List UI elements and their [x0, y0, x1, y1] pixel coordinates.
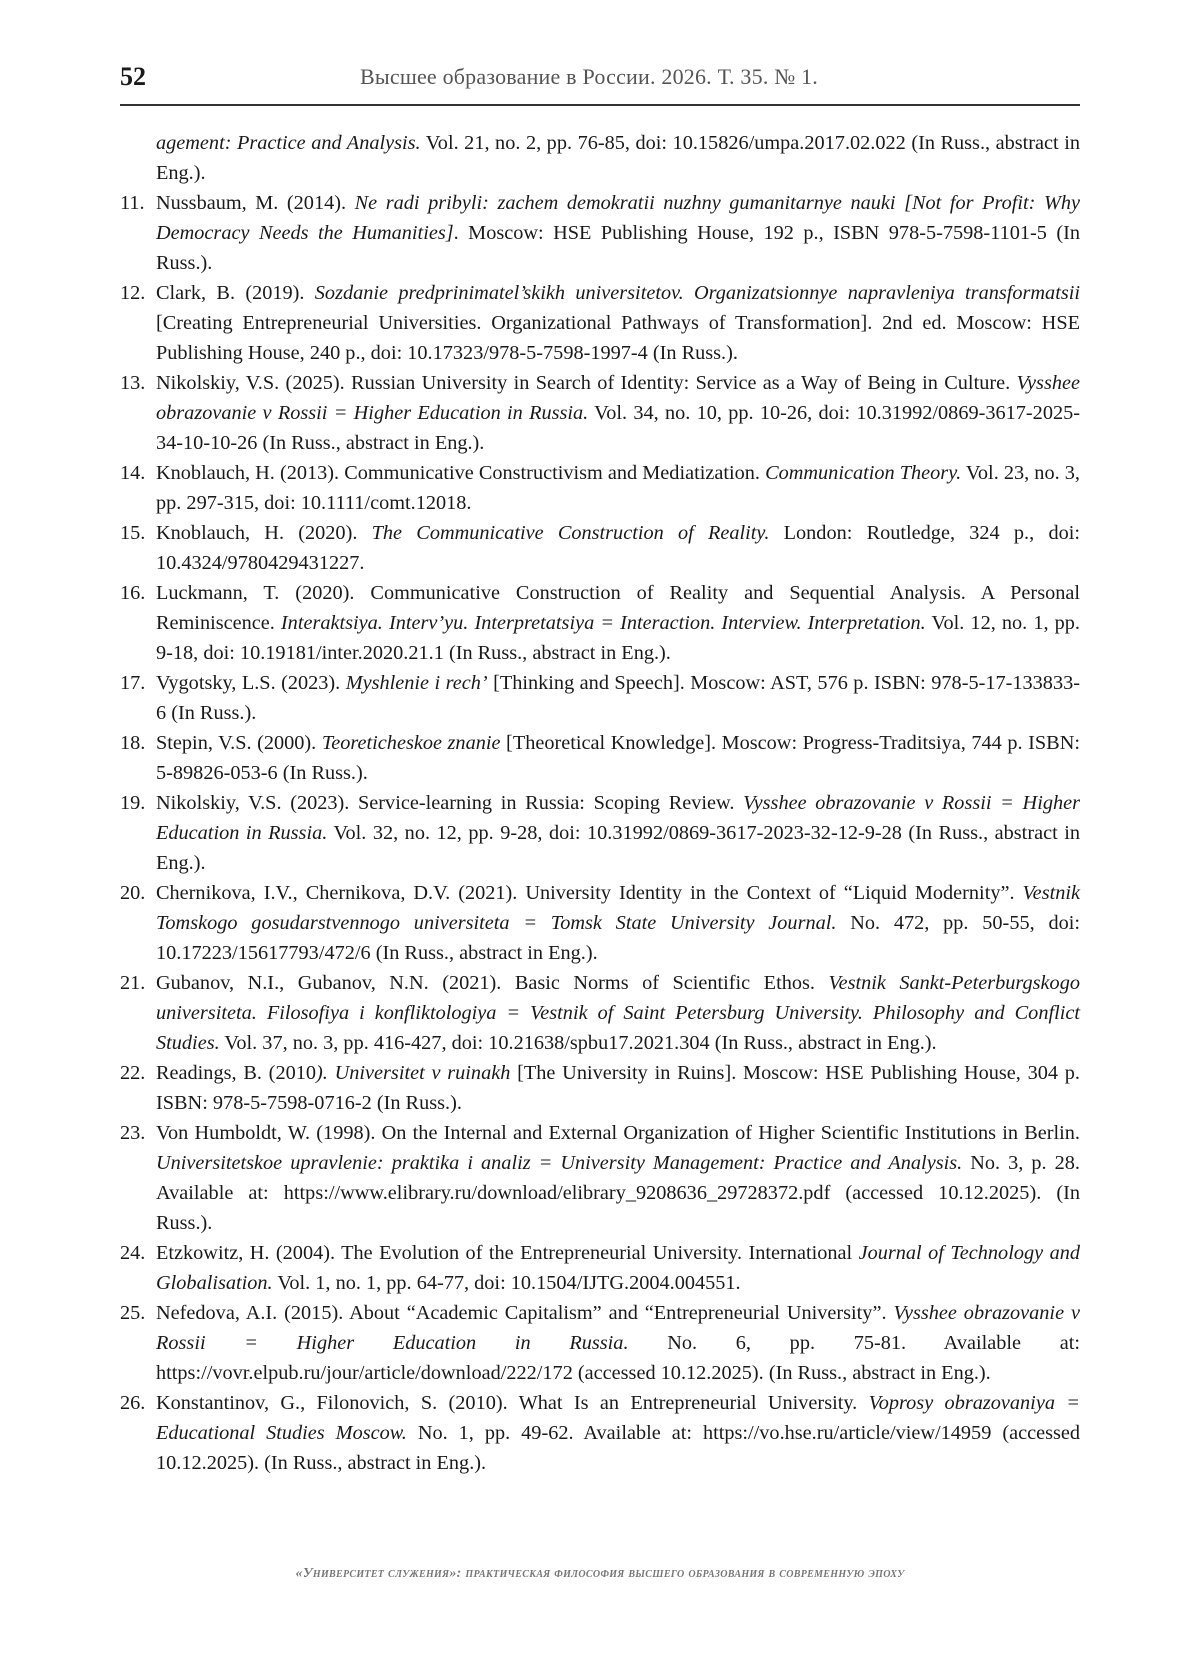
reference-text: Etzkowitz, H. (2004). The Evolution of the Entrepreneurial University. International — [156, 1242, 859, 1264]
reference-source-italic: Vysshee obrazovanie v Rossii = Higher Education in Russia. — [156, 792, 1080, 844]
reference-number: 18. — [120, 732, 146, 754]
reference-text: Gubanov, N.I., Gubanov, N.N. (2021). Basic Norms of Scientific Ethos. — [156, 972, 829, 994]
reference-number: 21. — [120, 972, 146, 994]
reference-source-italic: Myshlenie i rech’ — [345, 672, 488, 694]
reference-number: 13. — [120, 372, 146, 394]
reference-source-italic: Interaktsiya. Interv’yu. Interpretatsiya = Interaction. Interview. Interpretation. — [280, 612, 926, 634]
reference-text: Vol. 34, no. 10, pp. 10-26, doi: 10.31992/0869-3617-2025-34-10-10-26 (In Russ., abstract in Eng.). — [156, 402, 1080, 454]
reference-list — [120, 128, 1080, 1478]
reference-item — [120, 518, 1080, 578]
reference-item — [120, 878, 1080, 968]
reference-text: No. 6, pp. 75-81. Available at: https://vovr.elpub.ru/jour/article/download/222/172 (accessed 10.12.2025). (In Russ., abstract in Eng.). — [156, 1332, 1080, 1384]
reference-text: Konstantinov, G., Filonovich, S. (2010). What Is an Entrepreneurial University. — [156, 1392, 869, 1414]
reference-number: 20. — [120, 882, 146, 904]
reference-text: Nefedova, A.I. (2015). About “Academic Capitalism” and “Entrepreneurial University”. — [156, 1302, 894, 1324]
reference-number: 22. — [120, 1062, 146, 1084]
journal-title: Высшее образование в России. 2026. Т. 35. № 1. — [360, 64, 819, 89]
reference-item — [120, 368, 1080, 458]
reference-item — [120, 1388, 1080, 1478]
reference-source-italic: Vysshee obrazovanie v Rossii = Higher Education in Russia. — [156, 1302, 1080, 1354]
reference-source-italic: agement: Practice and Analysis. — [156, 132, 421, 154]
reference-source-italic: Voprosy obrazovaniya = Educational Studies Moscow. — [156, 1392, 1080, 1444]
reference-text: Vol. 32, no. 12, pp. 9-28, doi: 10.31992/0869-3617-2023-32-12-9-28 (In Russ., abstract in Eng.). — [156, 822, 1080, 874]
reference-text: Stepin, V.S. (2000). — [156, 732, 322, 754]
reference-text: Von Humboldt, W. (1998). On the Internal and External Organization of Higher Scientific Institutions in Berlin. — [156, 1122, 1080, 1144]
reference-text: No. 3, p. 28. Available at: https://www.elibrary.ru/download/elibrary_9208636_29728372.pdf (accessed 10.12.2025). (In Russ.). — [156, 1152, 1080, 1234]
reference-source-italic: Vestnik Tomskogo gosudarstvennogo universiteta = Tomsk State University Journal. — [156, 882, 1080, 934]
reference-source-italic: Sozdanie predprinimatel’skikh universitetov. Organizatsionnye napravleniya transformatsii — [314, 282, 1080, 304]
reference-item — [120, 278, 1080, 368]
header-divider — [120, 104, 1080, 106]
reference-item — [120, 578, 1080, 668]
page-number: 52 — [120, 62, 146, 91]
reference-text: Nikolskiy, V.S. (2025). Russian University in Search of Identity: Service as a Way of Being in Culture. — [156, 372, 1017, 394]
reference-text: London: Routledge, 324 p., doi: 10.4324/9780429431227. — [156, 522, 1080, 574]
reference-text: [Theoretical Knowledge]. Moscow: Progress-Traditsiya, 744 p. ISBN: 5-89826-053-6 (In Russ.). — [156, 732, 1080, 784]
reference-item — [120, 1118, 1080, 1238]
reference-number: 15. — [120, 522, 146, 544]
reference-text: [Creating Entrepreneurial Universities. Organizational Pathways of Transformation]. 2nd ed. Moscow: HSE Publishing House, 240 p., doi: 10.17323/978-5-7598-1997-4 (In Russ.). — [156, 312, 1080, 364]
reference-source-italic: Journal of Technology and Globalisation. — [156, 1242, 1080, 1294]
reference-text: Nikolskiy, V.S. (2023). Service-learning in Russia: Scoping Review. — [156, 792, 744, 814]
reference-text: . Moscow: HSE Publishing House, 192 p., ISBN 978-5-7598-1101-5 (In Russ.). — [156, 222, 1080, 274]
reference-number: 19. — [120, 792, 146, 814]
reference-text: No. 1, pp. 49-62. Available at: https://vo.hse.ru/article/view/14959 (accessed 10.12.2025). (In Russ., abstract in Eng.). — [156, 1422, 1081, 1474]
reference-text: [Thinking and Speech]. Moscow: AST, 576 p. ISBN: 978-5-17-133833-6 (In Russ.). — [156, 672, 1080, 724]
reference-number: 16. — [120, 582, 146, 604]
reference-text: No. 472, pp. 50-55, doi: 10.17223/15617793/472/6 (In Russ., abstract in Eng.). — [156, 912, 1080, 964]
reference-item — [120, 668, 1080, 728]
reference-item — [120, 1058, 1080, 1118]
reference-text: Nussbaum, M. (2014). — [156, 192, 355, 214]
reference-source-italic: Communication Theory. — [765, 462, 962, 484]
reference-text: Vol. 12, no. 1, pp. 9-18, doi: 10.19181/inter.2020.21.1 (In Russ., abstract in Eng.). — [156, 612, 1080, 664]
reference-number: 11. — [120, 192, 145, 214]
reference-source-italic: ). Universitet v ruinakh — [316, 1062, 511, 1084]
reference-text: Vol. 1, no. 1, pp. 64-77, doi: 10.1504/IJTG.2004.004551. — [272, 1272, 741, 1294]
reference-text: Readings, B. (2010 — [156, 1062, 317, 1084]
reference-number: 26. — [120, 1392, 146, 1414]
reference-source-italic: Vestnik Sankt-Peterburgskogo universiteta. Filosofiya i konfliktologiya = Vestnik of Saint Petersburg University. Philosophy and Conflict Studies. — [156, 972, 1080, 1054]
reference-item — [120, 728, 1080, 788]
reference-source-italic: Teoreticheskoe znanie — [321, 732, 501, 754]
reference-text: Knoblauch, H. (2013). Communicative Constructivism and Mediatization. — [156, 462, 766, 484]
reference-item — [120, 128, 1080, 188]
reference-number: 23. — [120, 1122, 146, 1144]
reference-item — [120, 788, 1080, 878]
reference-source-italic: The Communicative Construction of Reality. — [371, 522, 770, 544]
reference-number: 17. — [120, 672, 146, 694]
reference-text: [The University in Ruins]. Moscow: HSE Publishing House, 304 p. ISBN: 978-5-7598-0716-2 (In Russ.). — [156, 1062, 1081, 1114]
reference-item — [120, 968, 1080, 1058]
reference-number: 25. — [120, 1302, 146, 1324]
reference-source-italic: Vysshee obrazovanie v Rossii = Higher Education in Russia. — [156, 372, 1080, 424]
reference-text: Chernikova, I.V., Chernikova, D.V. (2021). University Identity in the Context of “Liquid Modernity”. — [156, 882, 1023, 904]
reference-item — [120, 1238, 1080, 1298]
reference-text: Clark, B. (2019). — [156, 282, 315, 304]
reference-number: 24. — [120, 1242, 146, 1264]
reference-text: Vygotsky, L.S. (2023). — [156, 672, 346, 694]
reference-text: Knoblauch, H. (2020). — [156, 522, 372, 544]
reference-item — [120, 188, 1080, 278]
reference-text: Luckmann, T. (2020). Communicative Construction of Reality and Sequential Analysis. A Personal Reminiscence. — [156, 582, 1080, 634]
reference-source-italic: Ne radi pribyli: zachem demokratii nuzhny gumanitarnye nauki [Not for Profit: Why Democracy Needs the Humanities] — [156, 192, 1081, 244]
reference-source-italic: Universitetskoe upravlenie: praktika i analiz = University Management: Practice and Analysis. — [156, 1152, 963, 1174]
reference-text: Vol. 23, no. 3, pp. 297-315, doi: 10.1111/comt.12018. — [156, 462, 1080, 514]
reference-number: 14. — [120, 462, 146, 484]
reference-item — [120, 1298, 1080, 1388]
reference-text: Vol. 21, no. 2, pp. 76-85, doi: 10.15826/umpa.2017.02.022 (In Russ., abstract in Eng.). — [156, 132, 1080, 184]
reference-item — [120, 458, 1080, 518]
page-header — [120, 62, 1080, 102]
running-footer: «Университет служения»: практическая философия высшего образования в современную эпоху — [295, 1566, 905, 1581]
reference-text: Vol. 37, no. 3, pp. 416-427, doi: 10.21638/spbu17.2021.304 (In Russ., abstract in Eng.). — [219, 1032, 937, 1054]
reference-number: 12. — [120, 282, 146, 304]
